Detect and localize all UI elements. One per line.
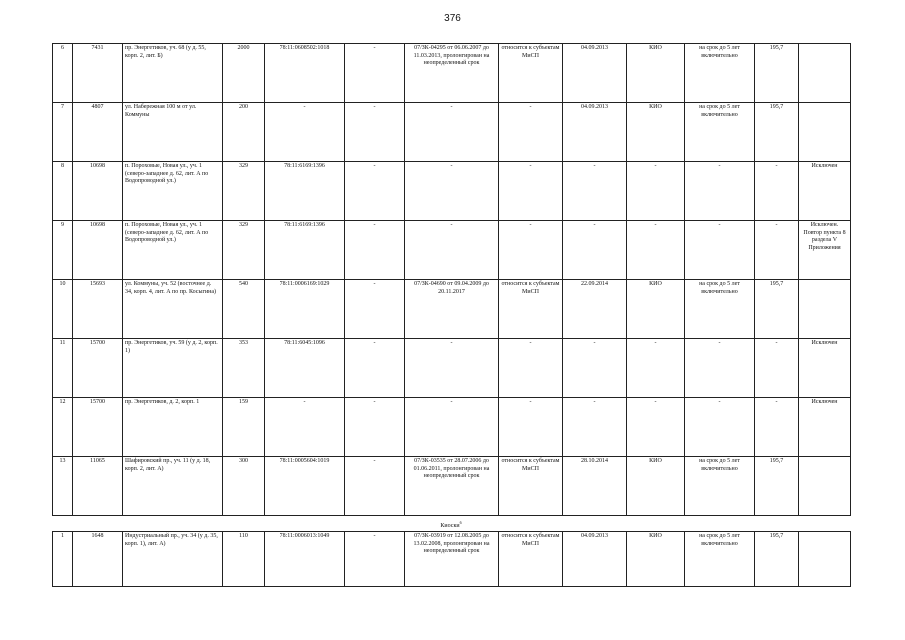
- row-date: -: [563, 221, 627, 280]
- row-term: на срок до 5 лет включительно: [685, 532, 755, 587]
- row-org: -: [627, 339, 685, 398]
- row-date: 04.09.2013: [563, 44, 627, 103]
- row-date: 04.09.2013: [563, 103, 627, 162]
- row-permit: -: [405, 162, 499, 221]
- row-org: -: [627, 221, 685, 280]
- row-area: 300: [223, 457, 265, 516]
- row-address: ул. Набережная 100 м от ул. Коммуны: [123, 103, 223, 162]
- row-address: пр. Энергетиков, д. 2, корп. 1: [123, 398, 223, 457]
- row-number: 9: [53, 221, 73, 280]
- section-title-text: Киоски: [440, 523, 460, 529]
- row-term: -: [685, 221, 755, 280]
- table-row: [53, 457, 851, 516]
- row-address: п. Пороховые, Новая ул., уч. 1 (северо-западнее д. 62, лит. А по Водопроводной ул.): [123, 221, 223, 280]
- row-area: 110: [223, 532, 265, 587]
- row-date: -: [563, 339, 627, 398]
- row-note: Исключен: [799, 162, 851, 221]
- row-subject: относится к субъектам МиСП: [499, 280, 563, 339]
- row-area: 159: [223, 398, 265, 457]
- table-row: [53, 398, 851, 457]
- row-number: 12: [53, 398, 73, 457]
- row-id: 15700: [73, 398, 123, 457]
- row-price: -: [755, 221, 799, 280]
- table-row: [53, 532, 851, 587]
- row-subject: -: [499, 398, 563, 457]
- row-org: КИО: [627, 532, 685, 587]
- row-address: ул. Коммуны, уч. 52 (восточнее д. 34, корп. 4, лит. А по пр. Косыгина): [123, 280, 223, 339]
- row-note: [799, 103, 851, 162]
- row-number: 1: [53, 532, 73, 587]
- row-permit: 07/ЗК-03919 от 12.08.2005 до 13.02.2008, пролонгирован на неопределенный срок: [405, 532, 499, 587]
- row-permit: -: [405, 103, 499, 162]
- footnote-mark: 6: [459, 520, 462, 525]
- row-address: Шафировский пр., уч. 11 (у д. 18, корп. 2, лит. А): [123, 457, 223, 516]
- row-term: -: [685, 398, 755, 457]
- row-area: 329: [223, 221, 265, 280]
- row-cadastral: 78:11:6045:1096: [265, 339, 345, 398]
- objects-table: [52, 43, 851, 516]
- row-id: 10698: [73, 221, 123, 280]
- row-cadastral: -: [265, 103, 345, 162]
- row-permit: 07/ЗК-04690 от 09.04.2009 до 20.11.2017: [405, 280, 499, 339]
- row-number: 8: [53, 162, 73, 221]
- row-subject: относится к субъектам МиСП: [499, 532, 563, 587]
- row-subject: -: [499, 162, 563, 221]
- row-subject: относится к субъектам МиСП: [499, 44, 563, 103]
- table-row: [53, 162, 851, 221]
- row-col5: -: [345, 103, 405, 162]
- row-org: КИО: [627, 103, 685, 162]
- row-permit: -: [405, 398, 499, 457]
- row-id: 1648: [73, 532, 123, 587]
- row-date: -: [563, 398, 627, 457]
- row-col5: -: [345, 457, 405, 516]
- row-permit: 07/ЗК-04295 от 06.06.2007 до 11.03.2013, пролонгирован на неопределенный срок: [405, 44, 499, 103]
- row-price: -: [755, 162, 799, 221]
- table-row: [53, 280, 851, 339]
- row-number: 7: [53, 103, 73, 162]
- row-col5: -: [345, 280, 405, 339]
- row-number: 11: [53, 339, 73, 398]
- row-area: 353: [223, 339, 265, 398]
- row-number: 13: [53, 457, 73, 516]
- row-term: на срок до 5 лет включительно: [685, 457, 755, 516]
- kiosk-table: [52, 531, 851, 587]
- row-area: 329: [223, 162, 265, 221]
- row-col5: -: [345, 532, 405, 587]
- table-row: [53, 103, 851, 162]
- row-date: 04.09.2013: [563, 532, 627, 587]
- row-org: КИО: [627, 457, 685, 516]
- row-id: 15693: [73, 280, 123, 339]
- row-price: -: [755, 339, 799, 398]
- row-subject: -: [499, 221, 563, 280]
- row-term: -: [685, 339, 755, 398]
- table-row: [53, 339, 851, 398]
- row-price: 195,7: [755, 44, 799, 103]
- row-note: Исключен. Повтор пункта 8 раздела V Приложения: [799, 221, 851, 280]
- row-note: [799, 532, 851, 587]
- row-subject: относится к субъектам МиСП: [499, 457, 563, 516]
- row-id: 4807: [73, 103, 123, 162]
- row-area: 200: [223, 103, 265, 162]
- row-org: -: [627, 162, 685, 221]
- row-permit: -: [405, 221, 499, 280]
- row-cadastral: 78:11:0005604:1019: [265, 457, 345, 516]
- row-org: -: [627, 398, 685, 457]
- row-address: п. Пороховые, Новая ул., уч. 1 (северо-западнее д. 62, лит. А по Водопроводной ул.): [123, 162, 223, 221]
- row-id: 15700: [73, 339, 123, 398]
- row-subject: -: [499, 103, 563, 162]
- row-price: 195,7: [755, 103, 799, 162]
- row-subject: -: [499, 339, 563, 398]
- row-id: 11065: [73, 457, 123, 516]
- row-area: 2000: [223, 44, 265, 103]
- row-price: 195,7: [755, 532, 799, 587]
- row-term: на срок до 5 лет включительно: [685, 280, 755, 339]
- row-note: Исключен: [799, 339, 851, 398]
- row-address: пр. Энергетиков, уч. 68 (у д. 55, корп. 2, лит. Б): [123, 44, 223, 103]
- row-note: Исключен: [799, 398, 851, 457]
- row-col5: -: [345, 44, 405, 103]
- row-cadastral: 78:11:6169:1396: [265, 221, 345, 280]
- row-number: 6: [53, 44, 73, 103]
- row-price: 195,7: [755, 280, 799, 339]
- row-cadastral: 78:11:6169:1396: [265, 162, 345, 221]
- row-cadastral: 78:11:0006169:1029: [265, 280, 345, 339]
- row-area: 540: [223, 280, 265, 339]
- row-price: -: [755, 398, 799, 457]
- row-cadastral: 78:11:0006013:1049: [265, 532, 345, 587]
- row-cadastral: 78:11:0608502:1018: [265, 44, 345, 103]
- row-term: -: [685, 162, 755, 221]
- row-number: 10: [53, 280, 73, 339]
- row-id: 7431: [73, 44, 123, 103]
- row-col5: -: [345, 398, 405, 457]
- row-permit: -: [405, 339, 499, 398]
- row-org: КИО: [627, 44, 685, 103]
- row-permit: 07/ЗК-03535 от 28.07.2006 до 01.06.2011, пролонгирован на неопределенный срок: [405, 457, 499, 516]
- row-term: на срок до 5 лет включительно: [685, 44, 755, 103]
- row-address: пр. Энергетиков, уч. 59 (у д. 2, корп. 1): [123, 339, 223, 398]
- row-note: [799, 44, 851, 103]
- table-row: [53, 44, 851, 103]
- row-date: 28.10.2014: [563, 457, 627, 516]
- row-col5: -: [345, 221, 405, 280]
- table-row: [53, 221, 851, 280]
- section-title-kiosks: [52, 519, 850, 530]
- row-date: 22.09.2014: [563, 280, 627, 339]
- row-note: [799, 280, 851, 339]
- row-address: Индустриальный пр., уч. 34 (у д. 35, корп. 1), лит. А): [123, 532, 223, 587]
- row-note: [799, 457, 851, 516]
- row-col5: -: [345, 162, 405, 221]
- row-id: 10698: [73, 162, 123, 221]
- page-number: 376: [444, 13, 461, 24]
- row-term: на срок до 5 лет включительно: [685, 103, 755, 162]
- row-org: КИО: [627, 280, 685, 339]
- row-col5: -: [345, 339, 405, 398]
- row-price: 195,7: [755, 457, 799, 516]
- row-cadastral: -: [265, 398, 345, 457]
- row-date: -: [563, 162, 627, 221]
